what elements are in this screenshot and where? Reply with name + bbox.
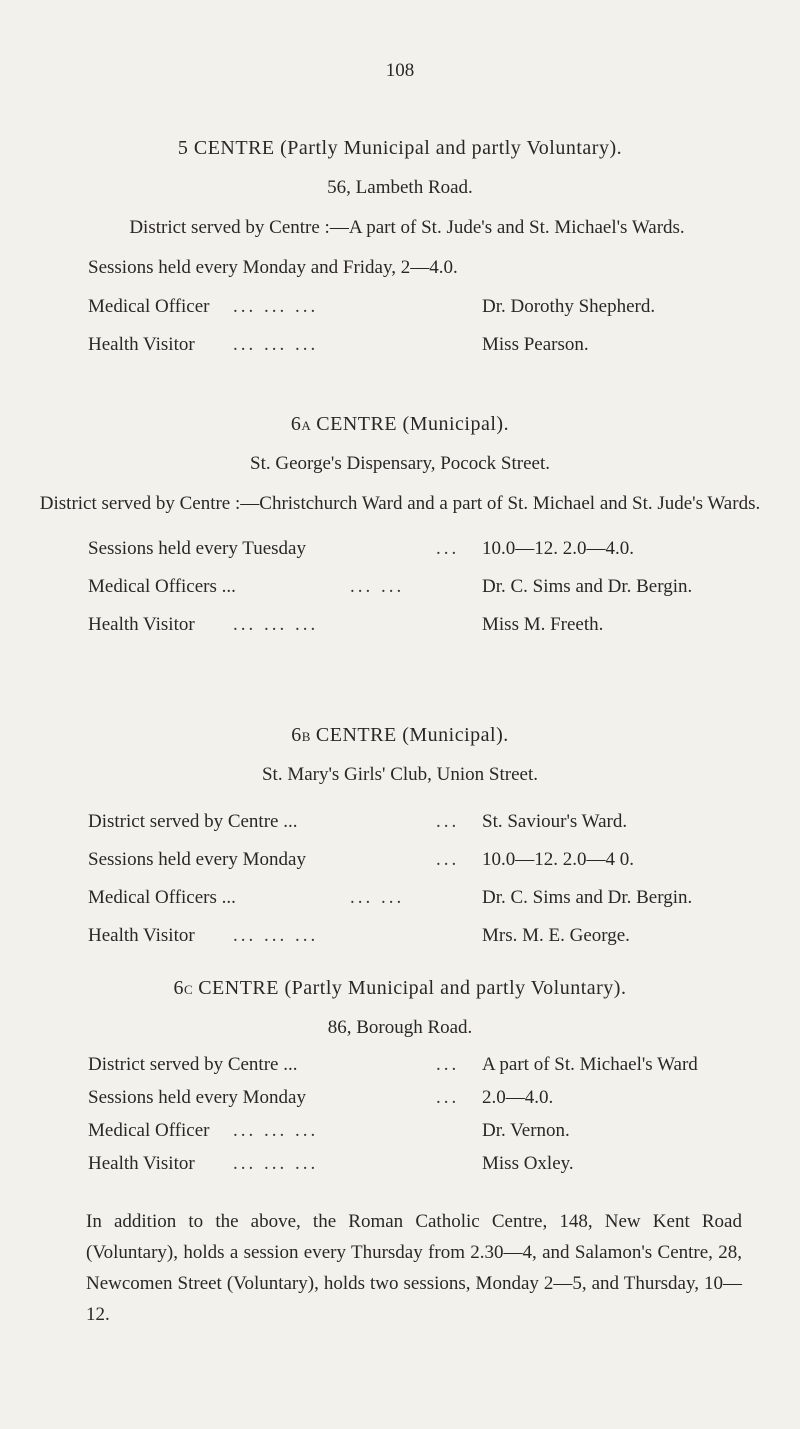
centre-address: St. George's Dispensary, Pocock Street. (250, 453, 550, 474)
centre-6c-section (0, 968, 800, 1180)
row-value: A part of St. Michael's Ward (482, 1054, 698, 1075)
centre-address: 86, Borough Road. (327, 1017, 473, 1038)
row-label: Sessions held every Tuesday (88, 538, 306, 559)
centre-heading (0, 404, 800, 444)
row-value: Dr. C. Sims and Dr. Bergin. (482, 576, 693, 597)
leader-dots: ... ... ... (233, 296, 319, 317)
row-label: Medical Officers ... (88, 887, 236, 908)
centre-heading (0, 715, 800, 755)
heading-number: 6 (173, 977, 185, 999)
row-value: Miss M. Freeth. (482, 614, 604, 635)
centre-heading: 5 CENTRE (Partly Municipal and partly Voluntary). (177, 137, 623, 159)
row-value: 2.0—4.0. (482, 1087, 554, 1108)
detail-row (88, 288, 768, 326)
heading-letter: A (301, 418, 311, 433)
leader-dots: ... (436, 1087, 460, 1108)
row-value: 10.0—12. 2.0—4.0. (482, 538, 634, 559)
centre-6a-section (0, 404, 800, 644)
centre-heading (0, 968, 800, 1008)
detail-row (88, 568, 768, 606)
centre-address: 56, Lambeth Road. (327, 177, 473, 198)
detail-row (88, 917, 768, 955)
leader-dots: ... (436, 538, 460, 559)
detail-row (88, 1048, 768, 1081)
centre-address: St. Mary's Girls' Club, Union Street. (261, 764, 538, 785)
leader-dots: ... ... ... (233, 334, 319, 355)
row-value: Dr. Dorothy Shepherd. (482, 296, 656, 317)
heading-number: 6 (291, 724, 302, 746)
leader-dots: ... ... ... (233, 925, 319, 946)
row-label: Health Visitor (88, 925, 195, 946)
detail-row (88, 879, 768, 917)
leader-dots: ... ... ... (233, 614, 319, 635)
row-label: Health Visitor (88, 614, 195, 635)
district-served: District served by Centre :—Christchurch Ward and a part of St. Michael and St. Jude's Wards. (39, 493, 761, 514)
detail-row (88, 1081, 768, 1114)
row-value: Dr. Vernon. (482, 1120, 570, 1141)
row-label: District served by Centre ... (88, 811, 298, 832)
row-label: Sessions held every Monday (88, 1087, 306, 1108)
centre-5-section (0, 128, 800, 364)
detail-row (88, 1147, 768, 1180)
detail-row (88, 841, 768, 879)
detail-row (88, 326, 768, 364)
row-label: Health Visitor (88, 334, 195, 355)
row-label: Sessions held every Monday (88, 849, 306, 870)
row-value: Dr. C. Sims and Dr. Bergin. (482, 887, 693, 908)
district-served: District served by Centre :—A part of St. Jude's and St. Michael's Wards. (129, 217, 685, 238)
closing-paragraph: In addition to the above, the Roman Catholic Centre, 148, New Kent Road (Voluntary), holds a session every Thursday from 2.30—4, and Salamon's Centre, 28, Newcomen Street (Voluntary), holds two sessions, Monday 2—5, and Thursday, 10—12. (86, 1211, 742, 1325)
detail-row (88, 530, 768, 568)
heading-text: CENTRE (Municipal). (310, 413, 510, 435)
detail-row (88, 1114, 768, 1147)
leader-dots: ... (436, 1054, 460, 1075)
leader-dots: ... ... (350, 887, 405, 908)
row-value: Miss Oxley. (482, 1153, 574, 1174)
leader-dots: ... ... ... (233, 1120, 319, 1141)
leader-dots: ... ... (350, 576, 405, 597)
page-number: 108 (385, 60, 415, 81)
detail-row (88, 803, 768, 841)
row-label: District served by Centre ... (88, 1054, 298, 1075)
leader-dots: ... ... ... (233, 1153, 319, 1174)
leader-dots: ... (436, 849, 460, 870)
row-value: Miss Pearson. (482, 334, 589, 355)
heading-text: CENTRE (Municipal). (310, 724, 509, 746)
heading-text: CENTRE (Partly Municipal and partly Voluntary). (192, 977, 627, 999)
row-label: Health Visitor (88, 1153, 195, 1174)
heading-letter: B (301, 729, 311, 744)
heading-letter: C (184, 982, 193, 997)
row-label: Medical Officer (88, 1120, 210, 1141)
heading-number: 6 (290, 413, 302, 435)
detail-row (88, 606, 768, 644)
row-label: Medical Officer (88, 296, 210, 317)
row-label: Medical Officers ... (88, 576, 236, 597)
row-value: St. Saviour's Ward. (482, 811, 628, 832)
row-value: 10.0—12. 2.0—4 0. (482, 849, 634, 870)
leader-dots: ... (436, 811, 460, 832)
sessions-held: Sessions held every Monday and Friday, 2—4.0. (88, 257, 458, 278)
centre-6b-section (0, 715, 800, 955)
row-value: Mrs. M. E. George. (482, 925, 630, 946)
